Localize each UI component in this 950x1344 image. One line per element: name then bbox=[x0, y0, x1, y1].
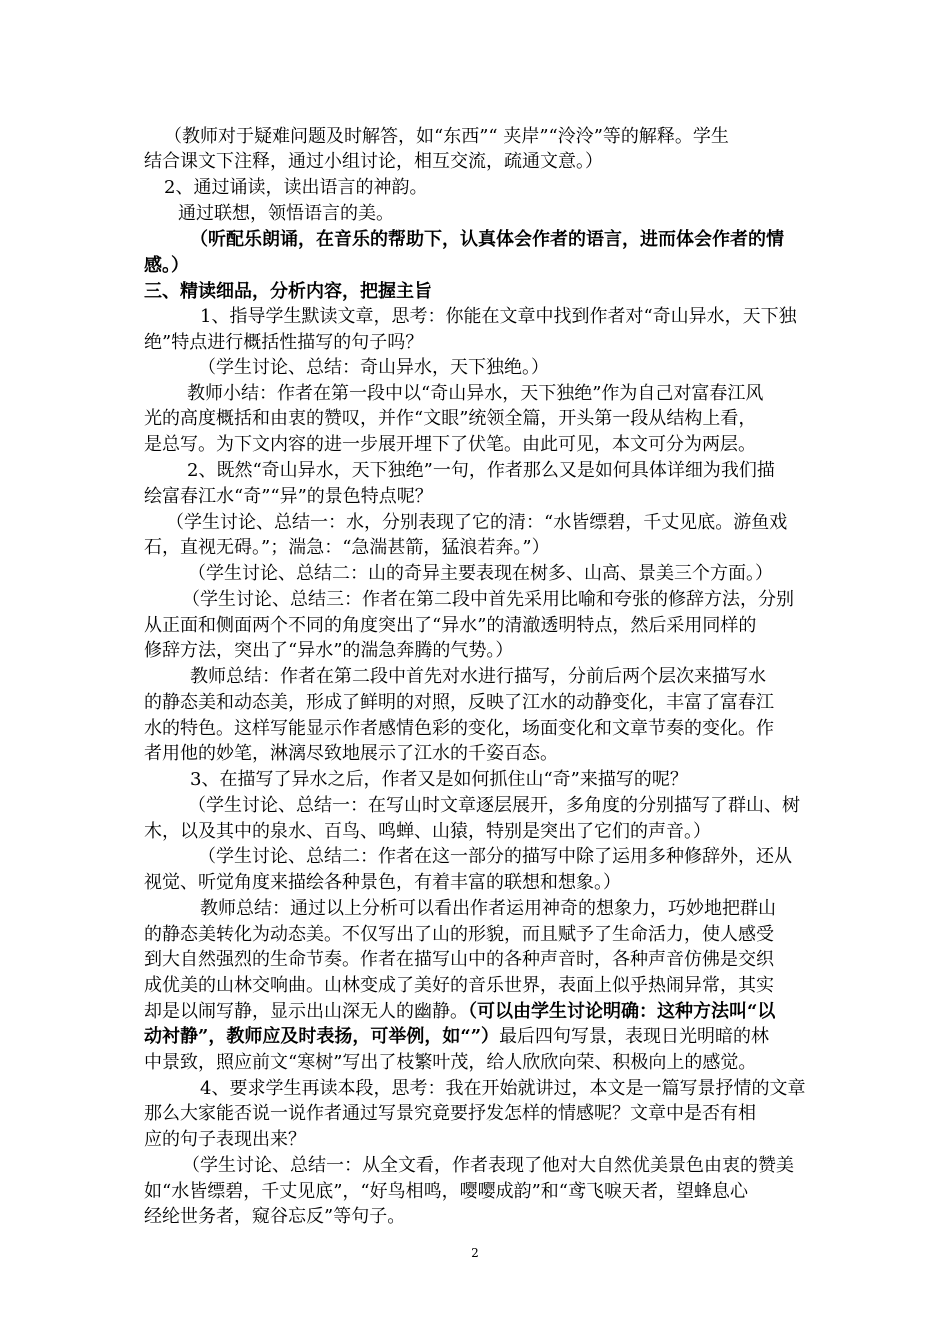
text-line bbox=[144, 924, 774, 948]
text-run: 石，直视无碍。”；湍急：“急湍甚箭，猛浪若奔。”） bbox=[144, 537, 550, 558]
text-run: 教师总结：作者在第二段中首先对水进行描写，分前后两个层次来描写水 bbox=[190, 666, 766, 687]
text-run: 中景致，照应前文“寒树”写出了枝繁叶茂，给人欣欣向荣、积极向上的感觉。 bbox=[144, 1052, 757, 1073]
text-line bbox=[187, 383, 763, 407]
text-run: 是总写。为下文内容的进一步展开埋下了伏笔。由此可见，本文可分为两层。 bbox=[144, 434, 756, 455]
text-run: 那么大家能否说一说作者通过写景究竟要抒发怎样的情感呢？文章中是否有相 bbox=[144, 1103, 756, 1124]
text-line bbox=[144, 151, 603, 175]
text-line bbox=[144, 1181, 748, 1205]
text-line bbox=[190, 666, 766, 690]
text-line bbox=[144, 332, 423, 356]
text-line bbox=[144, 1026, 769, 1050]
text-run: 修辞方法，突出了“异水”的湍急奔腾的气势。） bbox=[144, 640, 514, 661]
text-run: 2、既然“奇山异水，天下独绝”一句，作者那么又是如何具体详细为我们描 bbox=[187, 460, 775, 481]
text-line bbox=[198, 357, 549, 381]
text-line bbox=[200, 1078, 805, 1102]
text-run: 动衬静”，教师应及时表扬，可举例，如“”） bbox=[144, 1026, 500, 1047]
text-run-plain: 最后四句写景，表现日光明暗的林 bbox=[499, 1026, 770, 1047]
text-run: 如“水皆缥碧，千丈见底”，“好鸟相鸣，嘤嘤成韵”和“鸢飞唳天者，望蜂息心 bbox=[144, 1181, 749, 1202]
text-line bbox=[144, 486, 433, 510]
text-line bbox=[144, 718, 774, 742]
text-line bbox=[188, 795, 800, 819]
text-line bbox=[164, 126, 729, 150]
text-line bbox=[144, 281, 432, 305]
text-run: 绘富春江水“奇”“异”的景色特点呢？ bbox=[144, 486, 433, 507]
text-line bbox=[200, 898, 776, 922]
text-line bbox=[144, 949, 774, 973]
text-run: （听配乐朗诵，在音乐的帮助下，认真体会作者的语言，进而体会作者的情 bbox=[190, 229, 784, 250]
text-line bbox=[166, 512, 787, 536]
text-line bbox=[144, 537, 550, 561]
text-run: （学生讨论、总结二：山的奇异主要表现在树多、山高、景美三个方面。） bbox=[188, 563, 773, 584]
text-line bbox=[144, 255, 189, 279]
text-line bbox=[182, 589, 794, 613]
text-run: 绝”特点进行概括性描写的句子吗？ bbox=[144, 332, 424, 353]
text-line bbox=[144, 1129, 306, 1153]
text-run: 教师总结：通过以上分析可以看出作者运用神奇的想象力，巧妙地把群山 bbox=[200, 898, 776, 919]
text-run: 4、要求学生再读本段，思考：我在开始就讲过，本文是一篇写景抒情的文章 bbox=[200, 1078, 806, 1099]
text-line bbox=[144, 743, 558, 767]
text-run: 三、精读细品，分析内容，把握主旨 bbox=[144, 281, 432, 302]
text-run: （学生讨论、总结一：水，分别表现了它的清：“水皆缥碧，千丈见底。游鱼戏 bbox=[166, 512, 788, 533]
text-line bbox=[144, 434, 756, 458]
text-run: （学生讨论、总结三：作者在第二段中首先采用比喻和夸张的修辞方法，分别 bbox=[182, 589, 794, 610]
text-run: （学生讨论、总结一：从全文看，作者表现了他对大自然优美景色由衷的赞美 bbox=[182, 1155, 794, 1176]
text-line bbox=[144, 975, 774, 999]
text-line bbox=[144, 821, 711, 845]
text-line bbox=[178, 203, 394, 227]
text-run: 从正面和侧面两个不同的角度突出了“异水”的清澈透明特点，然后采用同样的 bbox=[144, 615, 757, 636]
text-run: 经纶世务者，窥谷忘反”等句子。 bbox=[144, 1206, 406, 1227]
text-run: （学生讨论、总结一：在写山时文章逐层展开，多角度的分别描写了群山、树 bbox=[188, 795, 800, 816]
text-line bbox=[144, 1103, 756, 1127]
text-line bbox=[190, 769, 688, 793]
text-run: 视觉、听觉角度来描绘各种景色，有着丰富的联想和想象。） bbox=[144, 872, 621, 893]
text-run: 的静态美和动态美，形成了鲜明的对照，反映了江水的动静变化，丰富了富春江 bbox=[144, 692, 774, 713]
text-run: 2、通过诵读，读出语言的神韵。 bbox=[164, 177, 428, 198]
text-run: 到大自然强烈的生命节奏。作者在描写山中的各种声音时，各种声音仿佛是交织 bbox=[144, 949, 774, 970]
text-run: 木，以及其中的泉水、百鸟、鸣蝉、山猿，特别是突出了它们的声音。） bbox=[144, 821, 711, 842]
text-run: 水的特色。这样写能显示作者感情色彩的变化，场面变化和文章节奏的变化。作 bbox=[144, 718, 774, 739]
text-line bbox=[144, 640, 513, 664]
text-line bbox=[190, 229, 784, 253]
text-line bbox=[144, 872, 621, 896]
text-line bbox=[164, 177, 427, 201]
text-run: （教师对于疑难问题及时解答，如“东西”“ 夹岸”“泠泠”等的解释。学生 bbox=[164, 126, 729, 147]
text-run: 3、在描写了异水之后，作者又是如何抓住山“奇”来描写的呢？ bbox=[190, 769, 688, 790]
text-line bbox=[144, 408, 756, 432]
text-line bbox=[144, 692, 774, 716]
text-line bbox=[144, 1001, 775, 1025]
text-line bbox=[182, 1155, 794, 1179]
text-run: 应的句子表现出来？ bbox=[144, 1129, 306, 1150]
page-number: 2 bbox=[471, 1246, 479, 1260]
text-line bbox=[144, 1052, 756, 1076]
text-run: 者用他的妙笔，淋漓尽致地展示了江水的千姿百态。 bbox=[144, 743, 558, 764]
text-line bbox=[144, 1206, 405, 1230]
text-run: 通过联想，领悟语言的美。 bbox=[178, 203, 394, 224]
text-line bbox=[200, 306, 797, 330]
text-run: 的静态美转化为动态美。不仅写出了山的形貌，而且赋予了生命活力，使人感受 bbox=[144, 924, 774, 945]
text-run: 成优美的山林交响曲。山林变成了美好的音乐世界，表面上似乎热闹异常，其实 bbox=[144, 975, 774, 996]
text-run: 结合课文下注释，通过小组讨论，相互交流，疏通文意。） bbox=[144, 151, 603, 172]
text-line bbox=[144, 615, 756, 639]
text-run: 教师小结：作者在第一段中以“奇山异水，天下独绝”作为自己对富春江风 bbox=[187, 383, 764, 404]
text-line bbox=[188, 563, 773, 587]
text-run: 1、指导学生默读文章，思考：你能在文章中找到作者对“奇山异水，天下独 bbox=[200, 306, 797, 327]
text-run: （学生讨论、总结：奇山异水，天下独绝。） bbox=[198, 357, 549, 378]
text-run: （学生讨论、总结二：作者在这一部分的描写中除了运用多种修辞外，还从 bbox=[198, 846, 792, 867]
text-run: 感。） bbox=[144, 255, 189, 276]
text-run: 却是以闹写静，显示出山深无人的幽静。 bbox=[144, 1001, 468, 1022]
text-run-bold: （可以由学生讨论明确：这种方法叫“以 bbox=[468, 1001, 776, 1022]
text-run: 光的高度概括和由衷的赞叹，并作“文眼”统领全篇，开头第一段从结构上看， bbox=[144, 408, 757, 429]
text-line bbox=[198, 846, 792, 870]
text-line bbox=[187, 460, 775, 484]
